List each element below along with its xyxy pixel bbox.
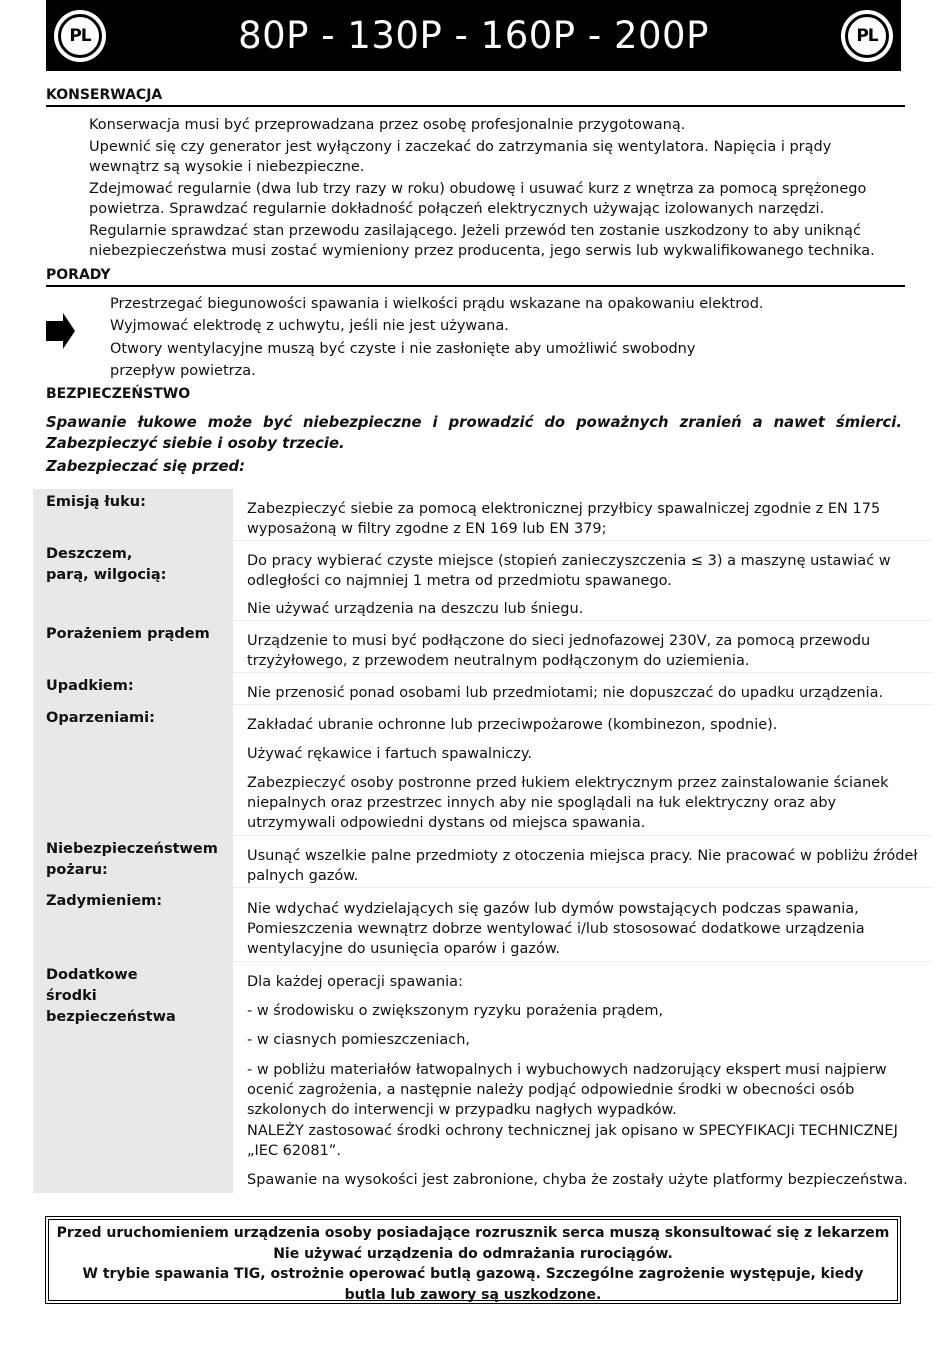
hazard-label: Dodatkowe środki bezpieczeństwa	[33, 962, 233, 1193]
tip-paragraph: przepływ powietrza.	[110, 363, 256, 379]
hazard-text: Nie wdychać wydzielających się gazów lub dymów powstających podczas spawania, Pomieszczenia wewnątrz dobrze wentylować i/lub stososować dodatkowe urządzenia wentylacyjne do usunięcia oparów i gazów.	[247, 901, 865, 957]
hazard-label: Emisją łuku:	[33, 489, 233, 541]
maintenance-paragraph: Regularnie sprawdzać stan przewodu zasilającego. Jeżeli przewód ten zostanie uszkodzony to aby uniknąć niebezpieczeństwa musi zostać wymieniony przez producenta, jego serwis lub wykwalifikowanego technika.	[89, 223, 875, 259]
safety-warning-line1: Spawanie łukowe może być niebezpieczne i prowadzić do poważnych zranień a nawet śmierci.	[46, 414, 902, 431]
hazard-content	[233, 705, 933, 836]
hazard-text: Nie przenosić ponad osobami lub przedmiotami; nie dopuszczać do upadku urządzenia.	[247, 685, 884, 701]
notice-line: Przed uruchomieniem urządzenia osoby posiadające rozrusznik serca muszą skonsultować się z lekarzem	[56, 1225, 890, 1241]
logo-text: PL	[58, 14, 102, 58]
hazard-content	[233, 541, 933, 621]
safety-warning-line2: Zabezpieczyć siebie i osoby trzecie.	[46, 435, 345, 452]
pl-logo-icon	[841, 10, 893, 62]
hazard-content	[233, 836, 933, 888]
hazard-label: Zadymieniem:	[33, 888, 233, 962]
hazard-label: Deszczem, parą, wilgocią:	[33, 541, 233, 621]
safety-row	[33, 836, 933, 888]
hazard-text: Do pracy wybierać czyste miejsce (stopień zanieczyszczenia ≤ 3) a maszynę ustawiać w odległości co najmniej 1 metra od przedmiotu spawanego.	[247, 553, 891, 589]
hazard-text: NALEŻY zastosować środki ochrony technicznej jak opisano w SPECYFIKACJi TECHNICZNEJ „IEC 62081”.	[247, 1123, 898, 1159]
hazard-text: Zabezpieczyć osoby postronne przed łukiem elektrycznym przez zainstalowanie ścianek niepalnych oraz przestrzec innych aby nie spoglądali na łuk elektryczny oraz aby utrzymywali odpowiedni dystans od miejsca spawania.	[247, 775, 889, 831]
section-title-bezpieczenstwo: BEZPIECZEŃSTWO	[46, 386, 191, 402]
maintenance-paragraph: Konserwacja musi być przeprowadzana przez osobę profesjonalnie przygotowaną.	[89, 117, 686, 133]
hazard-content	[233, 888, 933, 962]
tip-paragraph: Wyjmować elektrodę z uchwytu, jeśli nie jest używana.	[110, 318, 509, 334]
hazard-text: Zabezpieczyć siebie za pomocą elektronicznej przyłbicy spawalniczej zgodnie z EN 175 wyposażoną w filtry zgodne z EN 169 lub EN 379;	[247, 501, 881, 537]
page-title: 80P - 130P - 160P - 200P	[238, 14, 709, 57]
safety-row	[33, 962, 933, 1193]
hazard-text: Spawanie na wysokości jest zabronione, chyba że zostały użyte platformy bezpieczeństwa.	[247, 1172, 908, 1188]
safety-row	[33, 541, 933, 621]
maintenance-paragraph: Upewnić się czy generator jest wyłączony i zaczekać do zatrzymania się wentylatora. Napięcia i prądy wewnątrz są wysokie i niebezpieczne.	[89, 139, 832, 175]
safety-row	[33, 621, 933, 673]
notice-line: Nie używać urządzenia do odmrażania rurociągów.	[273, 1245, 673, 1262]
notice-box	[45, 1216, 901, 1304]
hazard-label: Niebezpieczeństwem pożaru:	[33, 836, 233, 888]
hazard-content	[233, 962, 933, 1193]
tip-paragraph: Otwory wentylacyjne muszą być czyste i nie zasłonięte aby umożliwić swobodny	[110, 341, 696, 357]
right-arrow-icon	[46, 311, 76, 351]
safety-row	[33, 489, 933, 541]
hazard-label: Upadkiem:	[33, 673, 233, 705]
hazard-content	[233, 673, 933, 705]
hazard-text: - w środowisku o zwiększonym ryzyku porażenia prądem,	[247, 1003, 664, 1019]
hazard-text: - w pobliżu materiałów łatwopalnych i wybuchowych nadzorujący ekspert musi najpierw ocenić zagrożenia, a następnie należy podjąć odpowiednie środki w obecności osób szkolonych do interwencji w przypadku nagłych wypadków.	[247, 1062, 887, 1118]
maintenance-paragraph: Zdejmować regularnie (dwa lub trzy razy w roku) obudowę i usuwać kurz z wnętrza za pomocą sprężonego powietrza. Sprawdzać regularnie dokładność połączeń elektrycznych używając izolowanych narzędzi.	[89, 181, 867, 217]
hazard-label: Oparzeniami:	[33, 705, 233, 836]
safety-row	[33, 673, 933, 705]
safety-row	[33, 705, 933, 836]
hazard-text: Nie używać urządzenia na deszczu lub śniegu.	[247, 601, 584, 617]
hazard-text: Zakładać ubranie ochronne lub przeciwpożarowe (kombinezon, spodnie).	[247, 717, 778, 733]
header-bar	[46, 0, 901, 71]
logo-text: PL	[845, 14, 889, 58]
section-title-porady: PORADY	[46, 267, 905, 287]
hazard-label: Porażeniem prądem	[33, 621, 233, 673]
hazard-text: Urządzenie to musi być podłączone do sieci jednofazowej 230V, za pomocą przewodu trzyżyłowego, z przewodem neutralnym podłączonym do uziemienia.	[247, 633, 871, 669]
hazard-content	[233, 489, 933, 541]
safety-warning	[46, 412, 902, 454]
safety-row	[33, 888, 933, 962]
hazard-text: Dla każdej operacji spawania:	[247, 974, 463, 990]
safety-table	[33, 489, 933, 1193]
hazard-content	[233, 621, 933, 673]
tip-paragraph: Przestrzegać biegunowości spawania i wielkości prądu wskazane na opakowaniu elektrod.	[110, 296, 764, 312]
hazard-text: - w ciasnych pomieszczeniach,	[247, 1032, 470, 1048]
hazard-text: Używać rękawice i fartuch spawalniczy.	[247, 746, 533, 762]
notice-line: W trybie spawania TIG, ostrożnie operować butlą gazową. Szczególne zagrożenie występuje, kiedy butla lub zawory są uszkodzone.	[82, 1266, 864, 1303]
protect-from-label: Zabezpieczać się przed:	[46, 458, 246, 475]
section-title-konserwacja: KONSERWACJA	[46, 87, 905, 107]
hazard-text: Usunąć wszelkie palne przedmioty z otoczenia miejsca pracy. Nie pracować w pobliżu źródeł palnych gazów.	[247, 848, 918, 884]
